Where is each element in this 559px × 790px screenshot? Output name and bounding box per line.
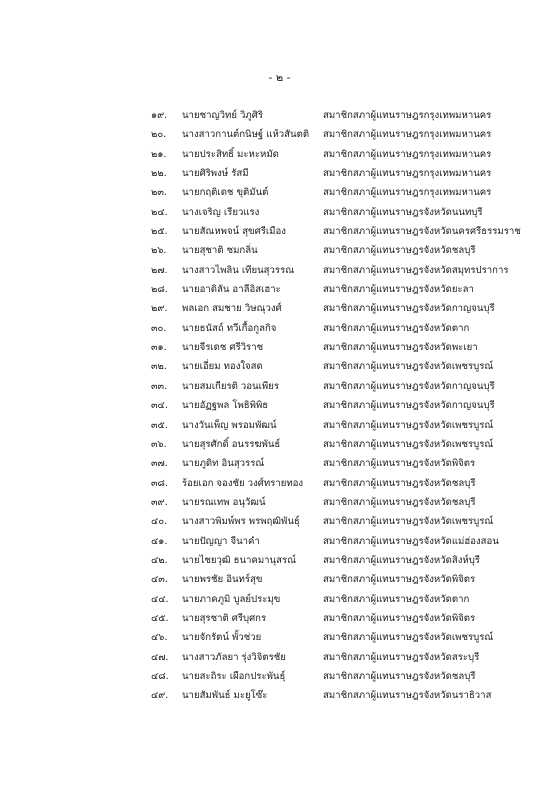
member-number: ๔๑. <box>151 535 168 547</box>
member-position: สมาชิกสภาผู้แทนราษฎรจังหวัดพิจิตร <box>323 612 476 624</box>
member-position: สมาชิกสภาผู้แทนราษฎรจังหวัดพะเยา <box>323 342 478 354</box>
member-name: นางวันเพ็ญ พรอมพัฒน์ <box>182 419 277 431</box>
member-position: สมาชิกสภาผู้แทนราษฎรจังหวัดชลบุรี <box>323 670 476 682</box>
member-name: นายสะถิระ เผือกประพันธุ์ <box>182 670 286 682</box>
member-name: นายธนัสถ์ ทวีเกื้อกูลกิจ <box>182 322 277 334</box>
member-number: ๒๔. <box>151 206 168 218</box>
member-number: ๓๐. <box>151 322 167 334</box>
member-position: สมาชิกสภาผู้แทนราษฎรจังหวัดยะลา <box>323 284 474 296</box>
member-name: นายสมเกียรติ วอนเพียร <box>182 380 279 392</box>
member-number: ๔๐. <box>151 516 168 528</box>
member-position: สมาชิกสภาผู้แทนราษฎรกรุงเทพมหานคร <box>323 148 492 160</box>
member-position: สมาชิกสภาผู้แทนราษฎรกรุงเทพมหานคร <box>323 187 492 199</box>
member-row <box>0 570 559 589</box>
member-row <box>0 299 559 318</box>
member-row <box>0 377 559 396</box>
member-row <box>0 183 559 202</box>
member-position: สมาชิกสภาผู้แทนราษฎรจังหวัดชลบุรี <box>323 245 476 257</box>
member-name: นายสุรชาติ ศรีบุศกร <box>182 612 267 624</box>
member-name: นายจีรเดช ศรีวิราช <box>182 342 264 354</box>
member-number: ๒๖. <box>151 245 167 257</box>
member-row <box>0 319 559 338</box>
member-number: ๒๘. <box>151 284 168 296</box>
member-position: สมาชิกสภาผู้แทนราษฎรจังหวัดสิงห์บุรี <box>323 554 480 566</box>
member-name: นายภูดิท อินสุวรรณ์ <box>182 458 265 470</box>
member-position: สมาชิกสภาผู้แทนราษฎรจังหวัดตาก <box>323 322 470 334</box>
member-row <box>0 493 559 512</box>
member-row <box>0 396 559 415</box>
member-number: ๔๕. <box>151 612 169 624</box>
member-number: ๒๓. <box>151 187 167 199</box>
member-number: ๓๑. <box>151 342 167 354</box>
member-name: นายประสิทธิ์ มะหะหมัด <box>182 148 279 160</box>
member-name: นายไชยวุฒิ ธนาคมานุสรณ์ <box>182 554 297 566</box>
member-position: สมาชิกสภาผู้แทนราษฎรจังหวัดชลบุรี <box>323 477 476 489</box>
member-row <box>0 416 559 435</box>
member-number: ๓๙. <box>151 496 168 508</box>
member-row <box>0 590 559 609</box>
member-number: ๔๙. <box>151 690 169 702</box>
member-name: นายกฤติเดช ขุติมันต์ <box>182 187 269 199</box>
member-position: สมาชิกสภาผู้แทนราษฎรจังหวัดแม่ฮ่องสอน <box>323 535 499 547</box>
member-row <box>0 125 559 144</box>
member-name: นายสัณหพจน์ สุขศรีเมือง <box>182 226 286 238</box>
member-row <box>0 357 559 376</box>
member-position: สมาชิกสภาผู้แทนราษฎรจังหวัดชลบุรี <box>323 496 476 508</box>
member-row <box>0 145 559 164</box>
member-row <box>0 628 559 647</box>
member-position: สมาชิกสภาผู้แทนราษฎรจังหวัดเพชรบูรณ์ <box>323 361 494 373</box>
member-number: ๒๐. <box>151 129 167 141</box>
member-number: ๓๓. <box>151 380 168 392</box>
member-number: ๔๖. <box>151 632 168 644</box>
member-row <box>0 203 559 222</box>
member-position: สมาชิกสภาผู้แทนราษฎรจังหวัดตาก <box>323 593 470 605</box>
member-position: สมาชิกสภาผู้แทนราษฎรจังหวัดสระบุรี <box>323 651 480 663</box>
page-number: - ๒ - <box>268 71 291 84</box>
member-row <box>0 454 559 473</box>
member-name: นายรณเทพ อนุวัฒน์ <box>182 496 266 508</box>
member-row <box>0 474 559 493</box>
member-number: ๓๒. <box>151 361 167 373</box>
member-number: ๓๗. <box>151 458 168 470</box>
member-row <box>0 338 559 357</box>
member-name: นางสาวพิมพ์พร พรพฤฒิพันธุ์ <box>182 516 300 528</box>
member-row <box>0 686 559 705</box>
member-number: ๑๙. <box>151 110 168 121</box>
member-name: นางสาวไพลิน เทียนสุวรรณ <box>182 264 295 276</box>
member-position: สมาชิกสภาผู้แทนราษฎรจังหวัดเพชรบูรณ์ <box>323 438 494 450</box>
member-name: นายพรชัย อินทร์สุข <box>182 574 263 586</box>
member-name: นายปัญญา จีนาคำ <box>182 535 260 547</box>
member-name: นายสัมพันธ์ มะยูโซ๊ะ <box>182 690 268 702</box>
member-number: ๔๓. <box>151 574 168 586</box>
member-number: ๓๕. <box>151 419 168 431</box>
member-row <box>0 222 559 241</box>
member-row <box>0 241 559 260</box>
member-position: สมาชิกสภาผู้แทนราษฎรจังหวัดพิจิตร <box>323 458 476 470</box>
member-row <box>0 551 559 570</box>
member-number: ๔๒. <box>151 554 168 566</box>
member-name: นายอัฏฐพล โพธิพิพิธ <box>182 400 269 412</box>
member-row <box>0 648 559 667</box>
member-number: ๒๕. <box>151 226 168 238</box>
member-row <box>0 280 559 299</box>
member-position: สมาชิกสภาผู้แทนราษฎรจังหวัดนราธิวาส <box>323 690 492 702</box>
member-name: นายศิริพงษ์ รัสมี <box>182 168 249 180</box>
member-number: ๒๑. <box>151 148 167 160</box>
member-name: นายอาดิลัน อาลีอิสเฮาะ <box>182 284 281 296</box>
member-number: ๔๔. <box>151 593 169 605</box>
member-position: สมาชิกสภาผู้แทนราษฎรกรุงเทพมหานคร <box>323 168 492 180</box>
member-number: ๓๔. <box>151 400 168 412</box>
member-position: สมาชิกสภาผู้แทนราษฎรจังหวัดเพชรบูรณ์ <box>323 632 494 644</box>
member-number: ๓๘. <box>151 477 169 489</box>
member-position: สมาชิกสภาผู้แทนราษฎรกรุงเทพมหานคร <box>323 129 492 141</box>
member-position: สมาชิกสภาผู้แทนราษฎรจังหวัดกาญจนบุรี <box>323 380 495 392</box>
member-row <box>0 512 559 531</box>
member-position: สมาชิกสภาผู้แทนราษฎรจังหวัดสมุทรปราการ <box>323 264 509 276</box>
member-name: พลเอก สมชาย วิษณุวงศ์ <box>182 303 282 315</box>
member-row <box>0 106 559 125</box>
member-number: ๒๒. <box>151 168 167 180</box>
member-number: ๓๖. <box>151 438 167 450</box>
member-row <box>0 609 559 628</box>
member-position: สมาชิกสภาผู้แทนราษฎรจังหวัดกาญจนบุรี <box>323 400 495 412</box>
member-name: นายเอี่ยม ทองใจสด <box>182 361 263 373</box>
member-number: ๔๘. <box>151 670 169 682</box>
member-position: สมาชิกสภาผู้แทนราษฎรจังหวัดเพชรบูรณ์ <box>323 419 494 431</box>
member-row <box>0 261 559 280</box>
member-position: สมาชิกสภาผู้แทนราษฎรจังหวัดกาญจนบุรี <box>323 303 495 315</box>
member-row <box>0 532 559 551</box>
member-position: สมาชิกสภาผู้แทนราษฎรจังหวัดนครศรีธรรมราช <box>323 226 521 238</box>
member-position: สมาชิกสภาผู้แทนราษฎรจังหวัดนนทบุรี <box>323 206 483 218</box>
member-name: นายจักรัตน์ พั้วช่วย <box>182 632 262 644</box>
member-position: สมาชิกสภาผู้แทนราษฎรกรุงเทพมหานคร <box>323 110 492 121</box>
member-name: นางเจริญ เรียวแรง <box>182 206 260 218</box>
member-name: นายสุชาติ ชมกลิ่น <box>182 245 258 257</box>
member-name: นางสาวกานต์กนิษฐ์ แห้วสันตติ <box>182 129 310 141</box>
member-position: สมาชิกสภาผู้แทนราษฎรจังหวัดเพชรบูรณ์ <box>323 516 494 528</box>
member-row <box>0 164 559 183</box>
member-name: นายชาญวิทย์ วิภูศิริ <box>182 110 263 121</box>
member-position: สมาชิกสภาผู้แทนราษฎรจังหวัดพิจิตร <box>323 574 476 586</box>
member-row <box>0 667 559 686</box>
member-name: นายสุรศักดิ์ อนรรฆพันธ์ <box>182 438 281 450</box>
member-number: ๔๗. <box>151 651 169 663</box>
member-name: นางสาวภัลยา รุ่งวิจิตรชัย <box>182 651 286 663</box>
member-number: ๒๗. <box>151 264 168 276</box>
member-row <box>0 435 559 454</box>
member-number: ๒๙. <box>151 303 168 315</box>
member-list <box>0 106 559 706</box>
member-name: นายภาคภูมิ บูลย์ประมุข <box>182 593 281 605</box>
member-name: ร้อยเอก จองชัย วงศ์ทรายทอง <box>182 477 304 489</box>
